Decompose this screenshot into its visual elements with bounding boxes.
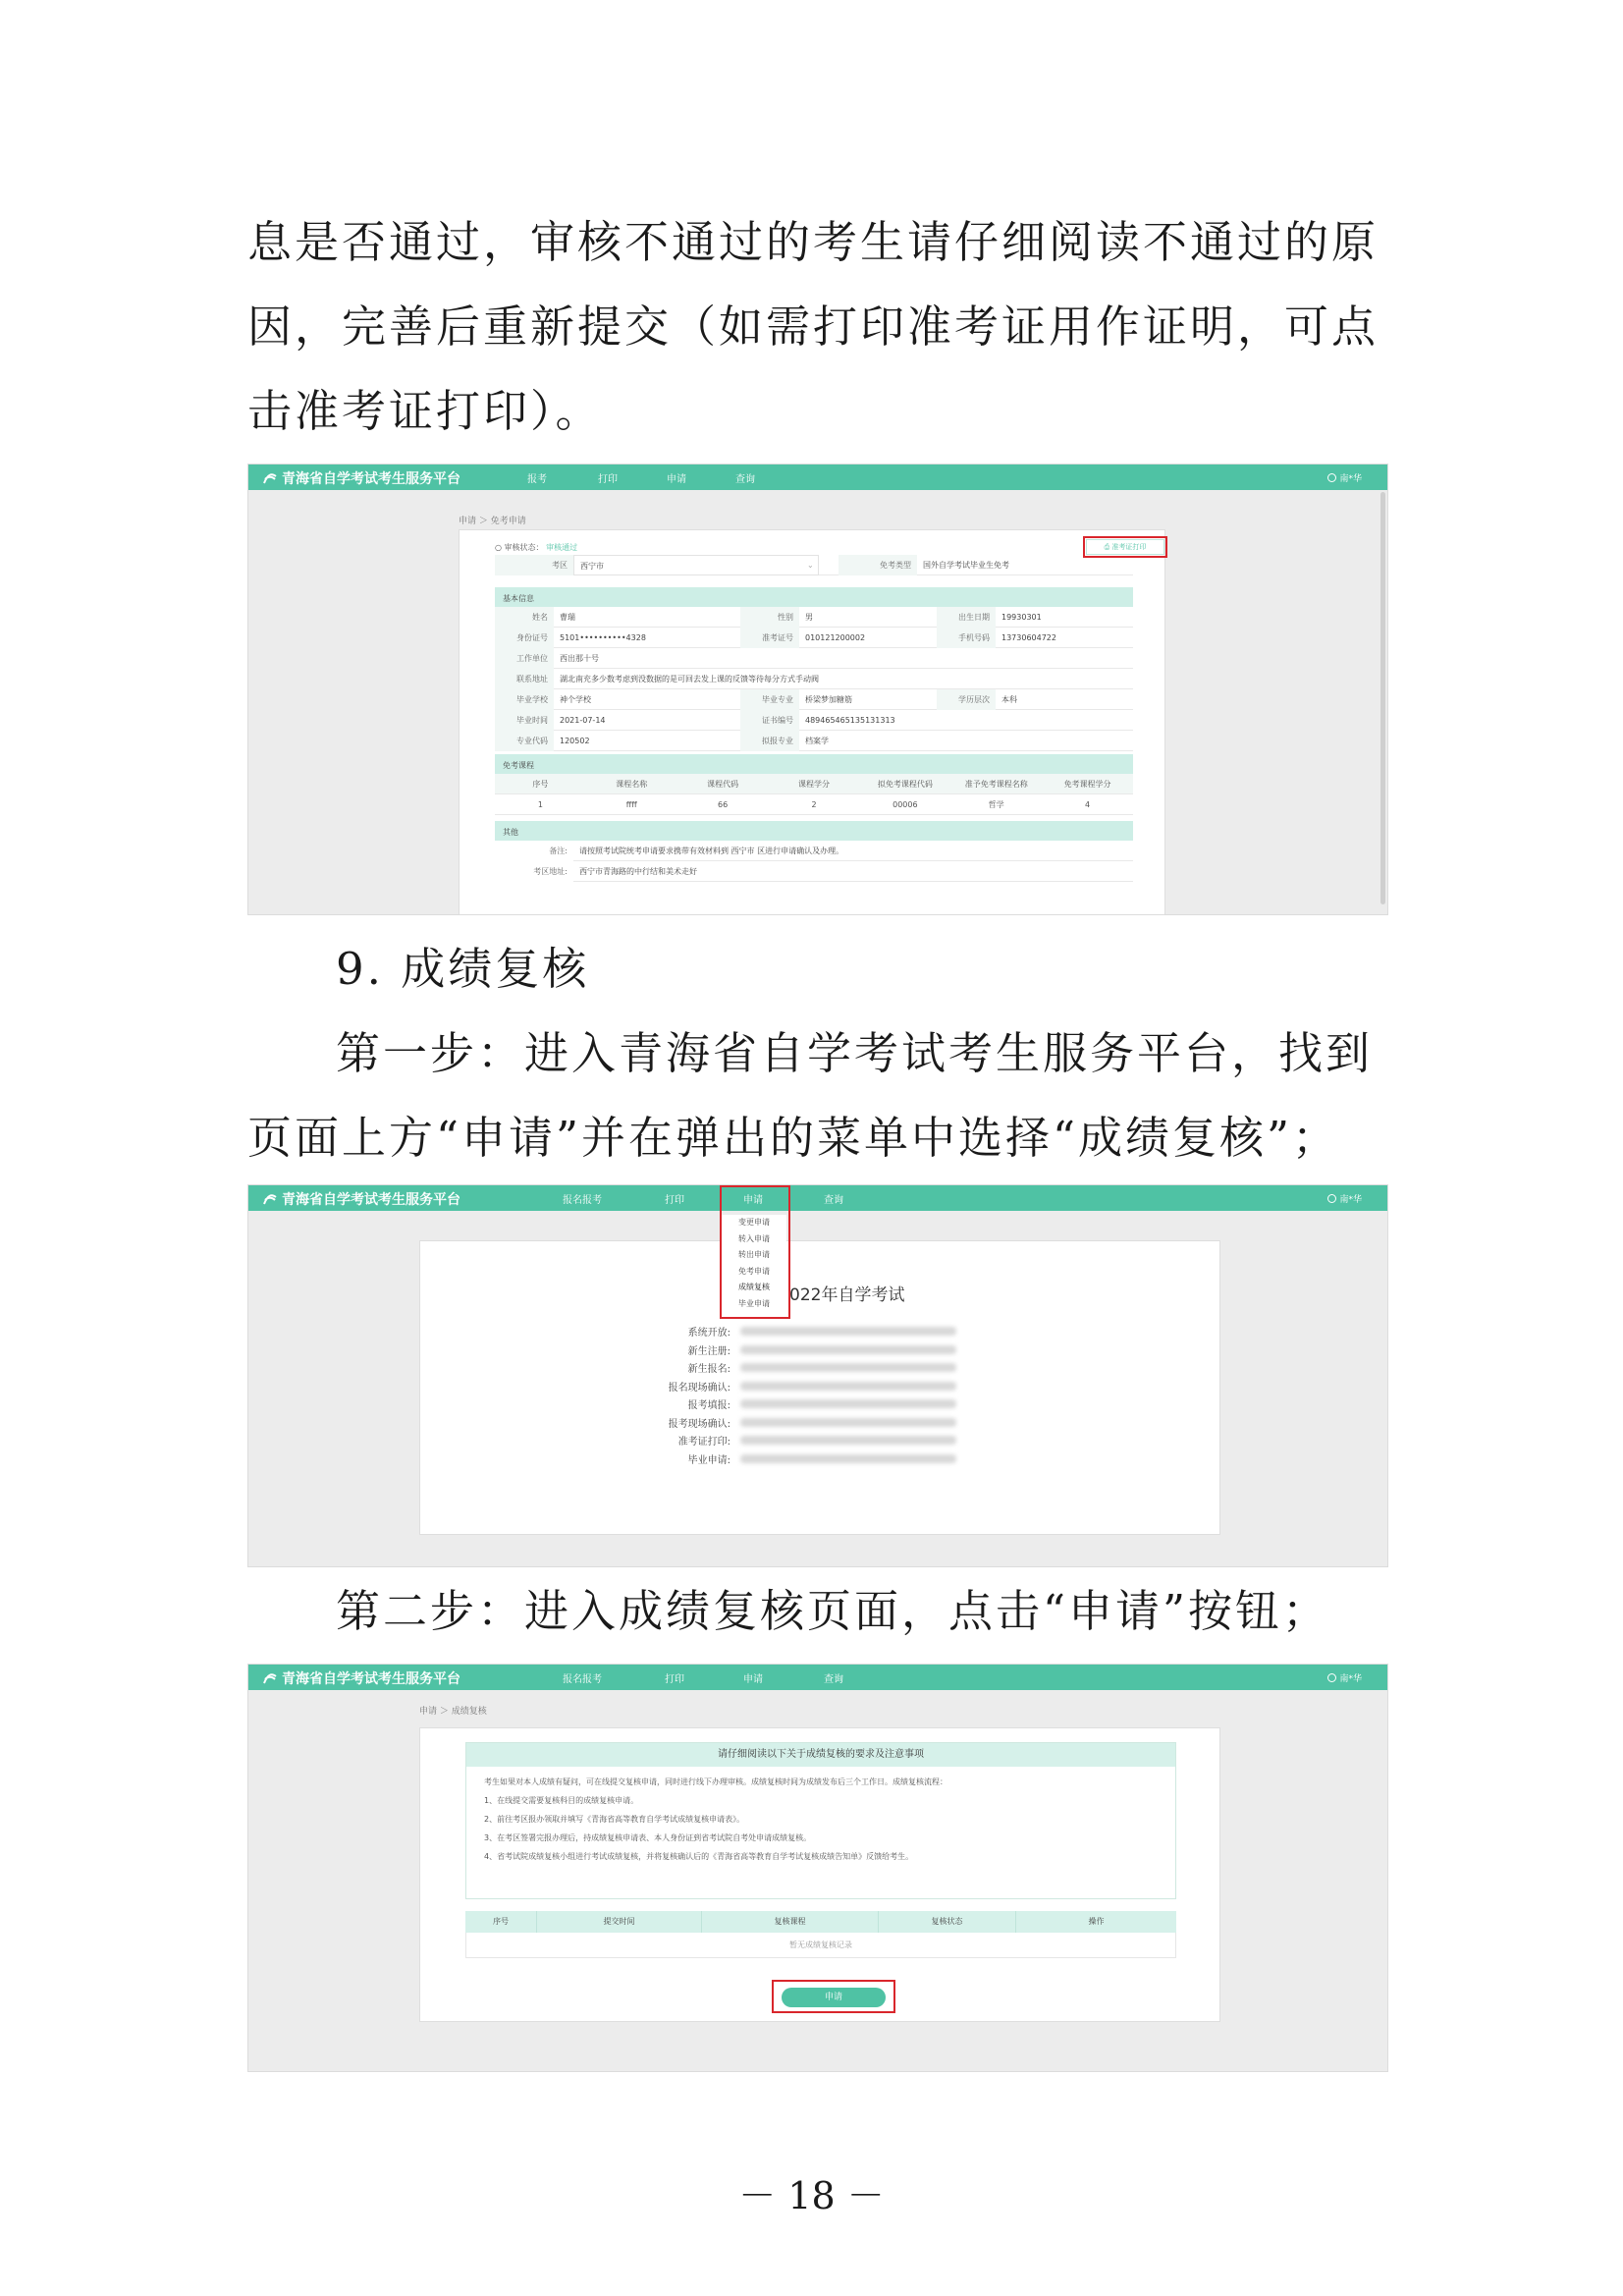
region-label: 考区 <box>495 555 573 575</box>
info-value: 本科 <box>1001 695 1017 704</box>
info-label: 准考证号 <box>740 628 799 648</box>
platform-topbar <box>248 465 1387 490</box>
info-row <box>495 710 1133 731</box>
info-value: 2021-07-14 <box>560 716 606 725</box>
blurred-date <box>740 1436 956 1445</box>
course-header-cell: 课程名称 <box>616 780 648 789</box>
course-header-cell: 拟免考课程代码 <box>877 780 933 789</box>
score-review-card <box>419 1727 1220 2022</box>
screenshot-apply-menu <box>247 1184 1388 1567</box>
course-header-row <box>495 774 1133 794</box>
apply-menu-highlight <box>720 1185 790 1319</box>
platform-topbar <box>248 1665 1387 1690</box>
status-dot-icon: ○ <box>495 543 502 552</box>
course-header-cell: 免考课程学分 <box>1063 780 1111 789</box>
platform-logo-icon <box>262 1670 278 1686</box>
paragraph-continue: 息是否通过，审核不通过的考生请仔细阅读不通过的原因，完善后重新提交（如需打印准考证用作证明，可点击准考证打印）。 <box>247 216 1380 437</box>
exemption-form-card <box>459 529 1165 915</box>
platform-topbar <box>248 1185 1387 1211</box>
status-label: 审核状态： <box>504 543 544 552</box>
info-label: 身份证号 <box>495 628 554 648</box>
course-header-cell: 课程学分 <box>797 780 830 789</box>
user-icon <box>1327 473 1336 482</box>
menu-item[interactable]: 转出申请 <box>738 1250 770 1259</box>
blurred-date <box>740 1327 956 1336</box>
platform-title: 青海省自学考试考生服务平台 <box>282 471 460 487</box>
nav-print[interactable]: 打印 <box>665 1674 684 1685</box>
calendar-row-label: 新生报名: <box>687 1364 730 1375</box>
other-title: 其他 <box>495 821 1133 841</box>
breadcrumb: 申请 ＞ 免考申请 <box>459 517 526 526</box>
blurred-date <box>740 1454 956 1463</box>
empty-state: 暂无成绩复核记录 <box>465 1933 1176 1958</box>
info-value: 010121200002 <box>805 633 866 642</box>
table-header-cell: 操作 <box>1015 1911 1176 1933</box>
address-row: 考区地址: 西宁市青海路的中行结和美术走好 <box>495 861 1133 882</box>
notice-box <box>465 1742 1176 1899</box>
course-header-cell: 课程代码 <box>707 780 739 789</box>
info-label: 性别 <box>740 607 799 628</box>
course-cell: 00006 <box>893 800 918 809</box>
user-icon <box>1327 1194 1336 1203</box>
nav-query[interactable]: 查询 <box>824 1195 843 1206</box>
review-table-header <box>465 1911 1176 1933</box>
info-value: 13730604722 <box>1001 633 1056 642</box>
course-cell: 2 <box>811 800 817 809</box>
platform-title: 青海省自学考试考生服务平台 <box>282 1192 460 1208</box>
info-value: 曹瑞 <box>560 613 575 622</box>
nav-register[interactable]: 报名报考 <box>563 1674 602 1685</box>
platform-title: 青海省自学考试考生服务平台 <box>282 1671 460 1687</box>
screenshot-exemption-review <box>247 464 1388 915</box>
info-label: 工作单位 <box>495 648 554 669</box>
table-header-cell: 提交时间 <box>536 1911 701 1933</box>
info-label: 毕业时间 <box>495 710 554 731</box>
info-value: 19930301 <box>1001 613 1042 622</box>
info-row <box>495 669 1133 689</box>
printer-icon: ⎙ <box>1104 543 1110 551</box>
calendar-row-label: 毕业申请: <box>687 1454 730 1466</box>
info-value: 5101••••••••••4328 <box>560 633 646 642</box>
admission-print-button[interactable]: ⎙ 准考证打印 <box>1086 539 1164 555</box>
course-cell: 1 <box>537 800 543 809</box>
blurred-date <box>740 1345 956 1354</box>
nav-baokao[interactable]: 报考 <box>527 474 547 485</box>
platform-logo-icon <box>262 470 278 486</box>
exempt-type-label: 免考类型 <box>839 555 917 575</box>
info-value: 桥梁梦加糖筋 <box>805 695 852 704</box>
course-header-cell: 准予免考课程名称 <box>964 780 1028 789</box>
platform-logo-icon <box>262 1191 278 1207</box>
info-label: 证书编号 <box>740 710 799 731</box>
calendar-row-label: 准考证打印: <box>677 1437 730 1448</box>
course-cell: 哲学 <box>988 800 1004 809</box>
info-label: 出生日期 <box>937 607 996 628</box>
nav-query[interactable]: 查询 <box>824 1674 843 1685</box>
calendar-row-label: 系统开放: <box>687 1328 730 1339</box>
info-label: 手机号码 <box>937 628 996 648</box>
platform-brand <box>262 468 460 488</box>
notice-line: 2、前往考区报办领取并填写《青海省高等教育自学考试成绩复核申请表》。 <box>484 1815 745 1824</box>
info-label: 学历层次 <box>937 689 996 710</box>
info-label: 拟报专业 <box>740 731 799 751</box>
info-value: 男 <box>805 613 813 622</box>
info-label: 姓名 <box>495 607 554 628</box>
chevron-down-icon: ⌄ <box>807 561 814 570</box>
course-cell: ffff <box>625 800 637 809</box>
info-row <box>495 689 1133 710</box>
calendar-row-label: 报名现场确认: <box>668 1382 730 1394</box>
section-heading: 9. 成绩复核 <box>336 943 590 995</box>
info-label: 专业代码 <box>495 731 554 751</box>
nav-apply[interactable]: 申请 <box>743 1674 763 1685</box>
step2-text: 第二步：进入成绩复核页面，点击“申请”按钮； <box>336 1585 1330 1637</box>
page-number: － 18 － <box>738 2174 885 2217</box>
calendar-row-label: 新生注册: <box>687 1345 730 1357</box>
info-label: 毕业专业 <box>740 689 799 710</box>
remark-row: 备注: 请按照考试院统考申请要求携带有效材料到 西宁市 区进行申请确认及办理。 <box>495 841 1133 861</box>
blurred-date <box>740 1363 956 1372</box>
blurred-date <box>740 1418 956 1427</box>
info-label: 联系地址 <box>495 669 554 689</box>
menu-item[interactable]: 免考申请 <box>738 1266 770 1276</box>
user-menu[interactable]: 南*华 <box>1327 471 1362 484</box>
calendar-row-label: 报考填报: <box>687 1400 730 1411</box>
step1-text: 第一步：进入青海省自学考试考生服务平台，找到页面上方“申请”并在弹出的菜单中选择“成绩复核”； <box>247 1027 1374 1164</box>
nav-apply[interactable]: 申请 <box>743 1195 763 1206</box>
menu-item[interactable]: 转入申请 <box>738 1233 770 1243</box>
course-cell: 4 <box>1085 800 1091 809</box>
info-value: 档案学 <box>805 737 829 745</box>
user-menu[interactable]: 南*华 <box>1327 1671 1362 1684</box>
menu-item[interactable]: 变更申请 <box>738 1218 770 1227</box>
review-table <box>465 1911 1176 1958</box>
table-header-cell: 复核状态 <box>878 1911 1015 1933</box>
scrollbar[interactable] <box>1380 492 1385 904</box>
info-row <box>495 648 1133 669</box>
calendar-row-label: 报考现场确认: <box>668 1418 730 1430</box>
calendar-title: 022年自学考试 <box>789 1285 905 1305</box>
user-icon <box>1327 1673 1336 1682</box>
info-row <box>495 607 1133 628</box>
info-value: 西出那十号 <box>560 654 599 663</box>
platform-brand <box>262 1668 460 1688</box>
menu-item[interactable]: 成绩复核 <box>738 1283 770 1291</box>
course-row <box>495 794 1133 815</box>
notice-line: 3、在考区签署完报办理后，持成绩复核申请表、本人身份证到省考试院自考处申请成绩复核。 <box>484 1833 812 1842</box>
nav-register[interactable]: 报名报考 <box>563 1195 602 1206</box>
nav-query[interactable]: 查询 <box>735 474 755 485</box>
apply-button-highlight <box>772 1980 895 2013</box>
notice-line: 1、在线提交需要复核科目的成绩复核申请。 <box>484 1796 639 1805</box>
notice-title: 请仔细阅读以下关于成绩复核的要求及注意事项 <box>466 1743 1175 1767</box>
nav-print[interactable]: 打印 <box>665 1195 684 1206</box>
basic-info-title: 基本信息 <box>495 587 1133 607</box>
platform-brand <box>262 1189 460 1209</box>
nav-apply[interactable]: 申请 <box>667 474 686 485</box>
info-row <box>495 628 1133 648</box>
menu-item[interactable]: 毕业申请 <box>738 1298 770 1308</box>
blurred-date <box>740 1399 956 1408</box>
blurred-date <box>740 1382 956 1391</box>
notice-line: 4、省考试院成绩复核小组进行考试成绩复核，并将复核确认后的《青海省高等教育自学考试复核成绩告知单》反馈给考生。 <box>484 1852 914 1861</box>
info-label: 毕业学校 <box>495 689 554 710</box>
info-value: 120502 <box>560 737 590 745</box>
notice-body <box>466 1767 1175 1872</box>
exempt-type-value: 国外自学考试毕业生免考 <box>923 561 1009 570</box>
breadcrumb: 申请 ＞ 成绩复核 <box>419 1707 487 1717</box>
course-cell: 66 <box>718 800 729 809</box>
status-value: 审核通过 <box>546 543 578 552</box>
info-value: 湖北南充多少数考虑到没数据的是可回去发上课的反馈等待每分方式手动阀 <box>560 675 819 683</box>
region-row <box>495 555 1133 575</box>
user-menu[interactable]: 南*华 <box>1327 1192 1362 1205</box>
nav-print[interactable]: 打印 <box>598 474 618 485</box>
course-title: 免考课程 <box>495 754 1133 774</box>
notice-line: 考生如果对本人成绩有疑问，可在线提交复核申请，同时进行线下办理审核。成绩复核时间为成绩发布后三个工作日。成绩复核流程： <box>484 1777 947 1786</box>
table-header-cell: 序号 <box>493 1917 509 1926</box>
table-header-cell: 复核课程 <box>701 1911 878 1933</box>
info-row <box>495 731 1133 751</box>
screenshot-score-review <box>247 1664 1388 2072</box>
info-value: 489465465135131313 <box>805 716 895 725</box>
apply-button[interactable]: 申请 <box>782 1988 886 2007</box>
exam-calendar-card <box>419 1240 1220 1535</box>
info-value: 神个学校 <box>560 695 591 704</box>
region-select[interactable]: 西宁市 <box>573 555 819 575</box>
course-header-cell: 序号 <box>532 780 549 789</box>
